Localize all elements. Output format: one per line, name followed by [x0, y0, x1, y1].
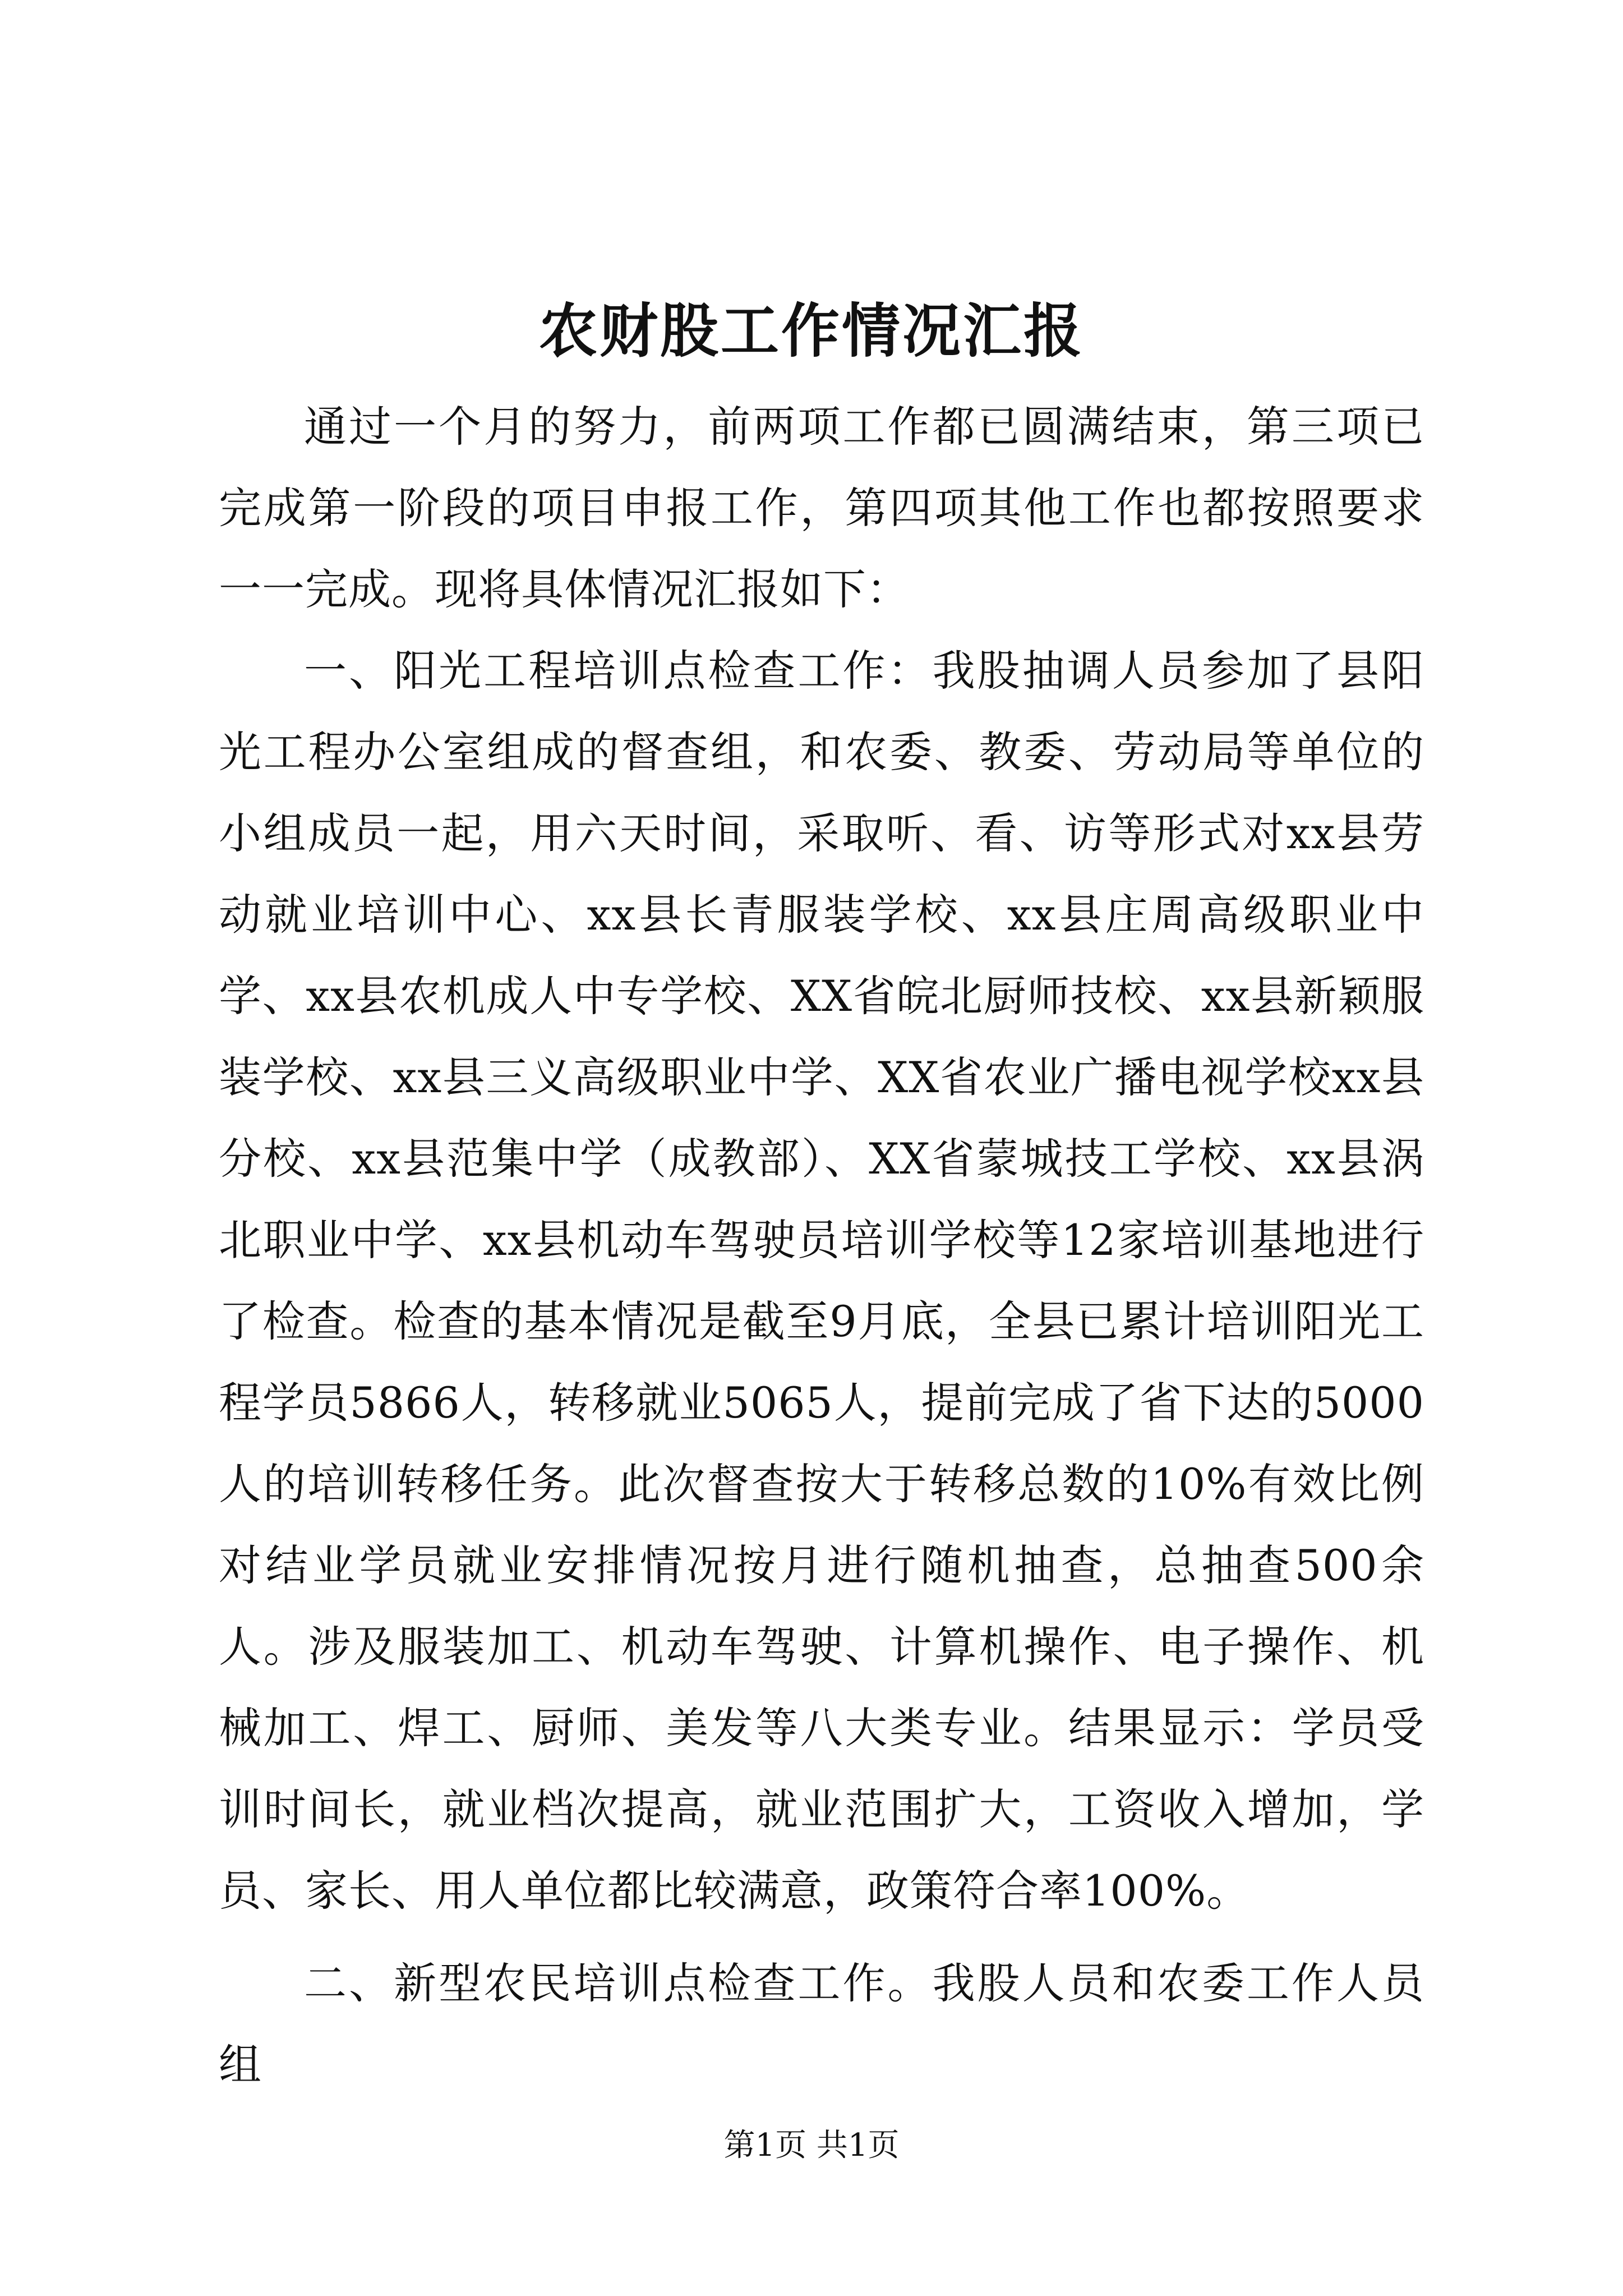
paragraph-intro: 通过一个月的努力，前两项工作都已圆满结束，第三项已完成第一阶段的项目申报工作，第四项其他工作也都按照要求一一完成。现将具体情况汇报如下： [219, 402, 1424, 614]
paragraph-section-1: 一、阳光工程培训点检查工作：我股抽调人员参加了县阳光工程办公室组成的督查组，和农委、教委、劳动局等单位的小组成员一起，用六天时间，采取听、看、访等形式对xx县劳动就业培训中心、xx县长青服装学校、xx县庄周高级职业中学、xx县农机成人中专学校、XX省皖北厨师技校、xx县新颖服装学校、xx县三义高级职业中学、XX省农业广播电视学校xx县分校、xx县范集中学（成教部）、XX省蒙城技工学校、xx县涡北职业中学、xx县机动车驾驶员培训学校等12家培训基地进行了检查。检查的基本情况是截至9月底，全县已累计培训阳光工程学员5866人，转移就业5065人，提前完成了省下达的5000人的培训转移任务。此次督查按大于转移总数的10%有效比例对结业学员就业安排情况按月进行随机抽查，总抽查500余人。涉及服装加工、机动车驾驶、计算机操作、电子操作、机械加工、焊工、厨师、美发等八大类专业。结果显示：学员受训时间长，就业档次提高，就业范围扩大，工资收入增加，学员、家长、用人单位都比较满意，政策符合率100%。 [219, 646, 1424, 1916]
paragraph-section-2: 二、新型农民培训点检查工作。我股人员和农委工作人员组 [219, 1958, 1424, 2090]
page-footer: 第1页 共1页 [723, 2127, 900, 2164]
document-title: 农财股工作情况汇报 [538, 296, 1084, 365]
document-body [219, 386, 1424, 2105]
